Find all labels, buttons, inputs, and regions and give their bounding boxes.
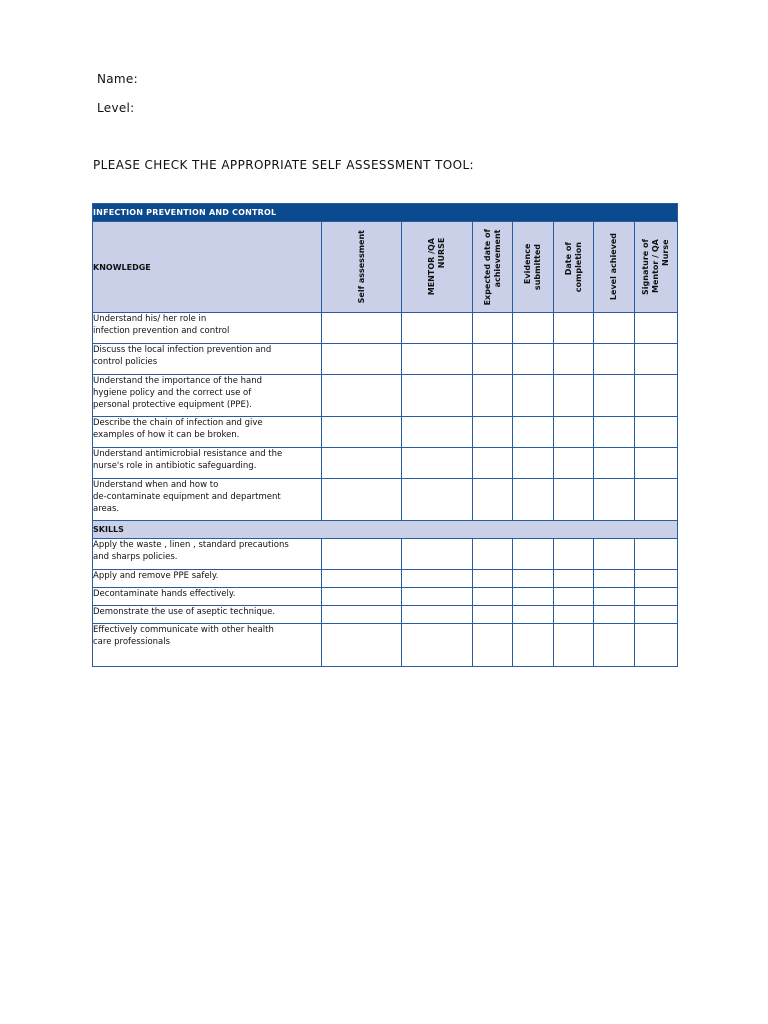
assessment-cell[interactable] — [554, 539, 594, 570]
column-header-label: Signature of Mentor / QA Nurse — [641, 239, 671, 295]
competency-label: Understand his/ her role in infection prevention and control — [93, 313, 322, 344]
assessment-cell[interactable] — [594, 313, 635, 344]
assessment-cell[interactable] — [594, 606, 635, 624]
assessment-cell[interactable] — [554, 479, 594, 521]
assessment-cell[interactable] — [554, 570, 594, 588]
competency-label: Understand when and how to de-contaminate equipment and department areas. — [93, 479, 322, 521]
assessment-cell[interactable] — [473, 479, 513, 521]
table-row — [93, 539, 678, 570]
column-header — [513, 222, 554, 313]
assessment-cell[interactable] — [635, 606, 678, 624]
instruction-text: PLEASE CHECK THE APPROPRIATE SELF ASSESSMENT TOOL: — [93, 158, 474, 172]
competency-label: Discuss the local infection prevention and control policies — [93, 344, 322, 375]
assessment-cell[interactable] — [513, 313, 554, 344]
level-field-label: Level: — [97, 101, 135, 115]
assessment-cell[interactable] — [322, 417, 402, 448]
knowledge-header: KNOWLEDGE — [93, 222, 322, 313]
competency-label: Effectively communicate with other health care professionals — [93, 624, 322, 667]
assessment-cell[interactable] — [322, 375, 402, 417]
assessment-cell[interactable] — [322, 479, 402, 521]
assessment-cell[interactable] — [594, 417, 635, 448]
assessment-cell[interactable] — [473, 448, 513, 479]
assessment-cell[interactable] — [635, 624, 678, 667]
competency-label: Apply and remove PPE safely. — [93, 570, 322, 588]
assessment-cell[interactable] — [554, 448, 594, 479]
assessment-cell[interactable] — [554, 624, 594, 667]
competency-label: Decontaminate hands effectively. — [93, 588, 322, 606]
assessment-cell[interactable] — [635, 570, 678, 588]
table-row — [93, 570, 678, 588]
assessment-cell[interactable] — [473, 588, 513, 606]
assessment-cell[interactable] — [322, 313, 402, 344]
assessment-cell[interactable] — [322, 344, 402, 375]
assessment-cell[interactable] — [635, 479, 678, 521]
assessment-cell[interactable] — [513, 448, 554, 479]
assessment-cell[interactable] — [402, 344, 473, 375]
assessment-cell[interactable] — [473, 539, 513, 570]
assessment-cell[interactable] — [594, 539, 635, 570]
assessment-cell[interactable] — [594, 588, 635, 606]
assessment-cell[interactable] — [473, 570, 513, 588]
assessment-cell[interactable] — [635, 588, 678, 606]
assessment-cell[interactable] — [402, 570, 473, 588]
assessment-cell[interactable] — [635, 448, 678, 479]
assessment-cell[interactable] — [594, 624, 635, 667]
assessment-cell[interactable] — [402, 313, 473, 344]
column-header — [473, 222, 513, 313]
column-header-label: Date of completion — [563, 241, 583, 293]
self-assessment-table — [92, 203, 678, 667]
assessment-cell[interactable] — [473, 375, 513, 417]
assessment-cell[interactable] — [513, 539, 554, 570]
table-title: INFECTION PREVENTION AND CONTROL — [93, 204, 678, 222]
assessment-cell[interactable] — [513, 570, 554, 588]
table-row — [93, 375, 678, 417]
assessment-cell[interactable] — [473, 417, 513, 448]
assessment-cell[interactable] — [513, 344, 554, 375]
competency-label: Understand the importance of the hand hygiene policy and the correct use of personal protective equipment (PPE). — [93, 375, 322, 417]
assessment-cell[interactable] — [635, 313, 678, 344]
assessment-cell[interactable] — [513, 417, 554, 448]
column-header — [554, 222, 594, 313]
column-header-label: Evidence submitted — [523, 243, 542, 291]
assessment-cell[interactable] — [402, 417, 473, 448]
assessment-cell[interactable] — [554, 606, 594, 624]
assessment-cell[interactable] — [594, 448, 635, 479]
assessment-cell[interactable] — [635, 344, 678, 375]
table-row — [93, 624, 678, 667]
skills-section-row — [93, 521, 678, 539]
assessment-cell[interactable] — [402, 588, 473, 606]
table-row — [93, 313, 678, 344]
column-header — [402, 222, 473, 313]
assessment-cell[interactable] — [322, 570, 402, 588]
assessment-cell[interactable] — [554, 344, 594, 375]
assessment-cell[interactable] — [473, 313, 513, 344]
assessment-cell[interactable] — [635, 375, 678, 417]
assessment-cell[interactable] — [594, 570, 635, 588]
assessment-cell[interactable] — [473, 344, 513, 375]
assessment-cell[interactable] — [402, 539, 473, 570]
assessment-cell[interactable] — [402, 375, 473, 417]
assessment-cell[interactable] — [554, 417, 594, 448]
competency-label: Understand antimicrobial resistance and the nurse's role in antibiotic safeguarding. — [93, 448, 322, 479]
table-row — [93, 479, 678, 521]
assessment-cell[interactable] — [513, 624, 554, 667]
assessment-cell[interactable] — [554, 375, 594, 417]
assessment-cell[interactable] — [594, 375, 635, 417]
assessment-cell[interactable] — [594, 344, 635, 375]
column-header-label: Self assessment — [356, 230, 366, 304]
competency-label: Demonstrate the use of aseptic technique. — [93, 606, 322, 624]
assessment-cell[interactable] — [635, 417, 678, 448]
column-header — [594, 222, 635, 313]
assessment-cell[interactable] — [402, 624, 473, 667]
table-row — [93, 448, 678, 479]
table-row — [93, 588, 678, 606]
assessment-cell[interactable] — [513, 479, 554, 521]
skills-header: SKILLS — [93, 521, 678, 539]
assessment-cell[interactable] — [402, 479, 473, 521]
assessment-cell[interactable] — [402, 606, 473, 624]
assessment-cell[interactable] — [322, 588, 402, 606]
column-header — [635, 222, 678, 313]
competency-label: Apply the waste , linen , standard precautions and sharps policies. — [93, 539, 322, 570]
assessment-cell[interactable] — [554, 588, 594, 606]
table-row — [93, 606, 678, 624]
assessment-cell[interactable] — [513, 606, 554, 624]
column-header-label: Expected date of achievement — [482, 228, 502, 306]
column-header-label: MENTOR /QA NURSE — [427, 238, 446, 296]
table-row — [93, 344, 678, 375]
assessment-cell[interactable] — [473, 624, 513, 667]
assessment-cell[interactable] — [322, 448, 402, 479]
assessment-cell[interactable] — [322, 624, 402, 667]
name-field-label: Name: — [97, 72, 138, 86]
assessment-cell[interactable] — [402, 448, 473, 479]
assessment-cell[interactable] — [322, 539, 402, 570]
assessment-cell[interactable] — [513, 588, 554, 606]
assessment-cell[interactable] — [322, 606, 402, 624]
competency-label: Describe the chain of infection and give examples of how it can be broken. — [93, 417, 322, 448]
assessment-cell[interactable] — [554, 313, 594, 344]
column-header-label: Level achieved — [609, 233, 618, 301]
assessment-cell[interactable] — [635, 539, 678, 570]
column-header — [322, 222, 402, 313]
assessment-cell[interactable] — [513, 375, 554, 417]
assessment-cell[interactable] — [594, 479, 635, 521]
assessment-cell[interactable] — [473, 606, 513, 624]
table-row — [93, 417, 678, 448]
